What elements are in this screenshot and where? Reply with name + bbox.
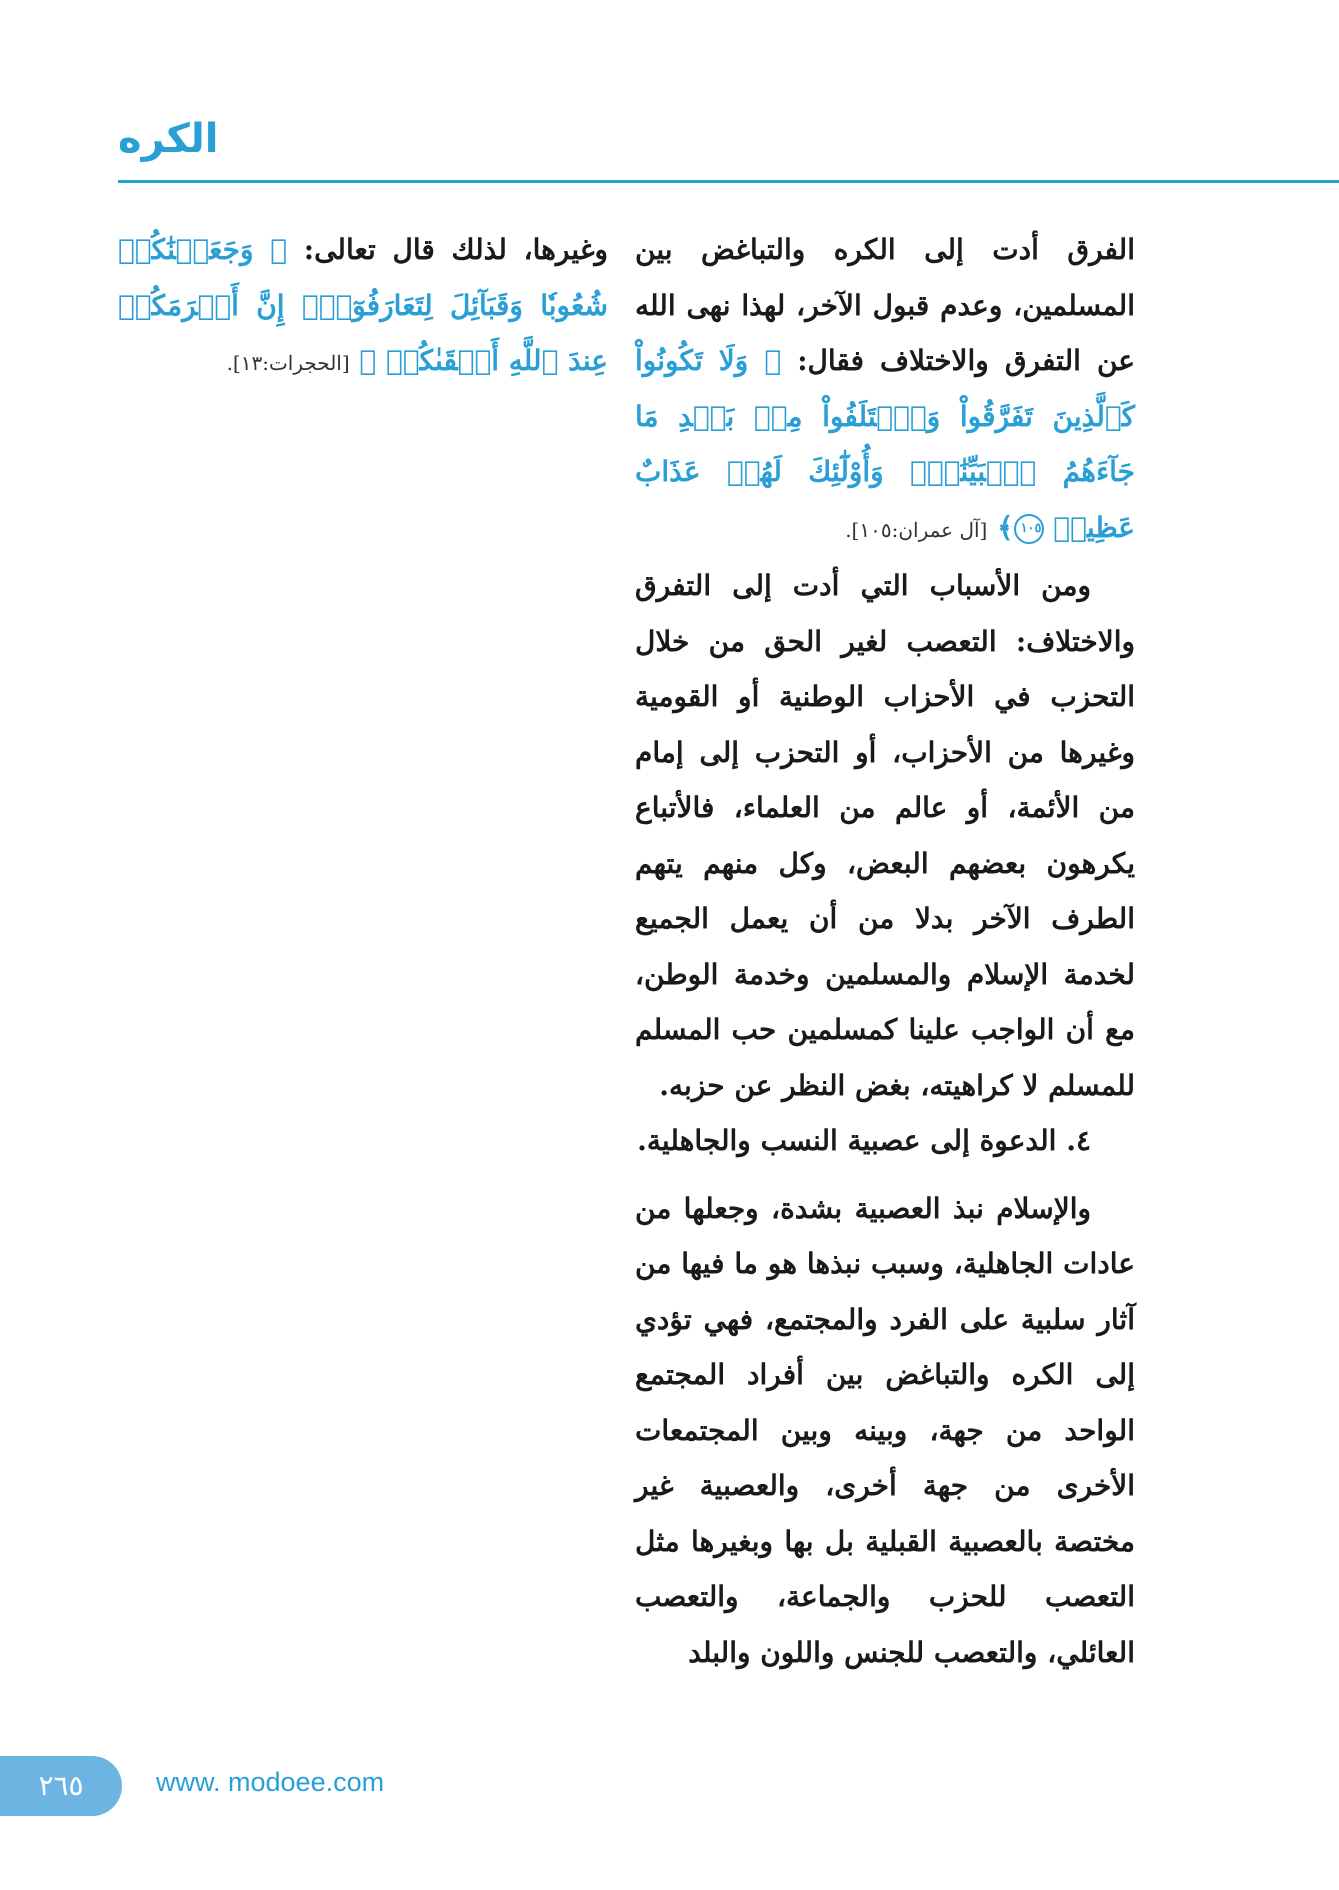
paragraph-1	[635, 222, 1135, 558]
left-column	[118, 222, 608, 392]
header-divider	[118, 180, 1339, 183]
paragraph-1-intro: الفرق أدت إلى الكره والتباغض بين المسلمين، وعدم قبول الآخر، لهذا نهى الله عن التفرق والاختلاف فقال:	[635, 233, 1135, 377]
quran-verse-1: ﴿ وَلَا تَكُونُواْ كَٱلَّذِينَ تَفَرَّقُواْ وَٱخۡتَلَفُواْ مِنۢ بَعۡدِ مَا جَآءَهُمُ ٱلۡبَيِّنَٰتُۚ وَأُوْلَٰٓئِكَ لَهُمۡ عَذَابٌ عَظِيمٞ	[635, 344, 1135, 544]
verse-number-badge: ١٠٥	[1014, 514, 1044, 544]
left-paragraph	[118, 222, 608, 392]
paragraph-4: والإسلام نبذ العصبية بشدة، وجعلها من عادات الجاهلية، وسبب نبذها هو ما فيها من آثار سلبية على الفرد والمجتمع، فهي تؤدي إلى الكره والتباغض بين أفراد المجتمع الواحد من جهة، وبينه وبين المجتمعات الأخرى من جهة أخرى، والعصبية غير مختصة بالعصبية القبلية بل بها وبغيرها مثل التعصب للحزب والجماعة، والتعصب العائلي، والتعصب للجنس واللون والبلد	[635, 1191, 1135, 1669]
website-link[interactable]: www. modoee.com	[156, 1767, 385, 1797]
page-number: ٢٦٥	[0, 1756, 122, 1816]
list-item-4: ٤. الدعوة إلى عصبية النسب والجاهلية.	[637, 1124, 1091, 1157]
verse-reference-1: [آل عمران:١٠٥].	[845, 517, 988, 542]
quran-verse-1-close: ﴾	[997, 510, 1014, 544]
quran-verse-2: ﴿ وَجَعَلۡنَٰكُمۡ شُعُوبٗا وَقَبَآئِلَ لِتَعَارَفُوٓاْۚ إِنَّ أَكۡرَمَكُمۡ عِندَ ٱللَّهِ أَتۡقَىٰكُمۡ ﴾	[118, 233, 608, 377]
right-column	[635, 222, 1135, 1680]
paragraph-2: ومن الأسباب التي أدت إلى التفرق والاختلاف: التعصب لغير الحق من خلال التحزب في الأحزاب الوطنية أو القومية وغيرها من الأحزاب، أو التحزب إلى إمام من الأئمة، أو عالم من العلماء، فالأتباع يكرهون بعضهم البعض، وكل منهم يتهم الطرف الآخر بدلا من أن يعمل الجميع لخدمة الإسلام والمسلمين وخدمة الوطن، مع أن الواجب علينا كمسلمين حب المسلم للمسلم لا كراهيته، بغض النظر عن حزبه.	[635, 569, 1135, 1102]
page-title: الكره	[118, 116, 219, 162]
left-paragraph-intro: وغيرها، لذلك قال تعالى:	[287, 233, 608, 266]
verse-reference-2: [الحجرات:١٣].	[226, 351, 350, 375]
